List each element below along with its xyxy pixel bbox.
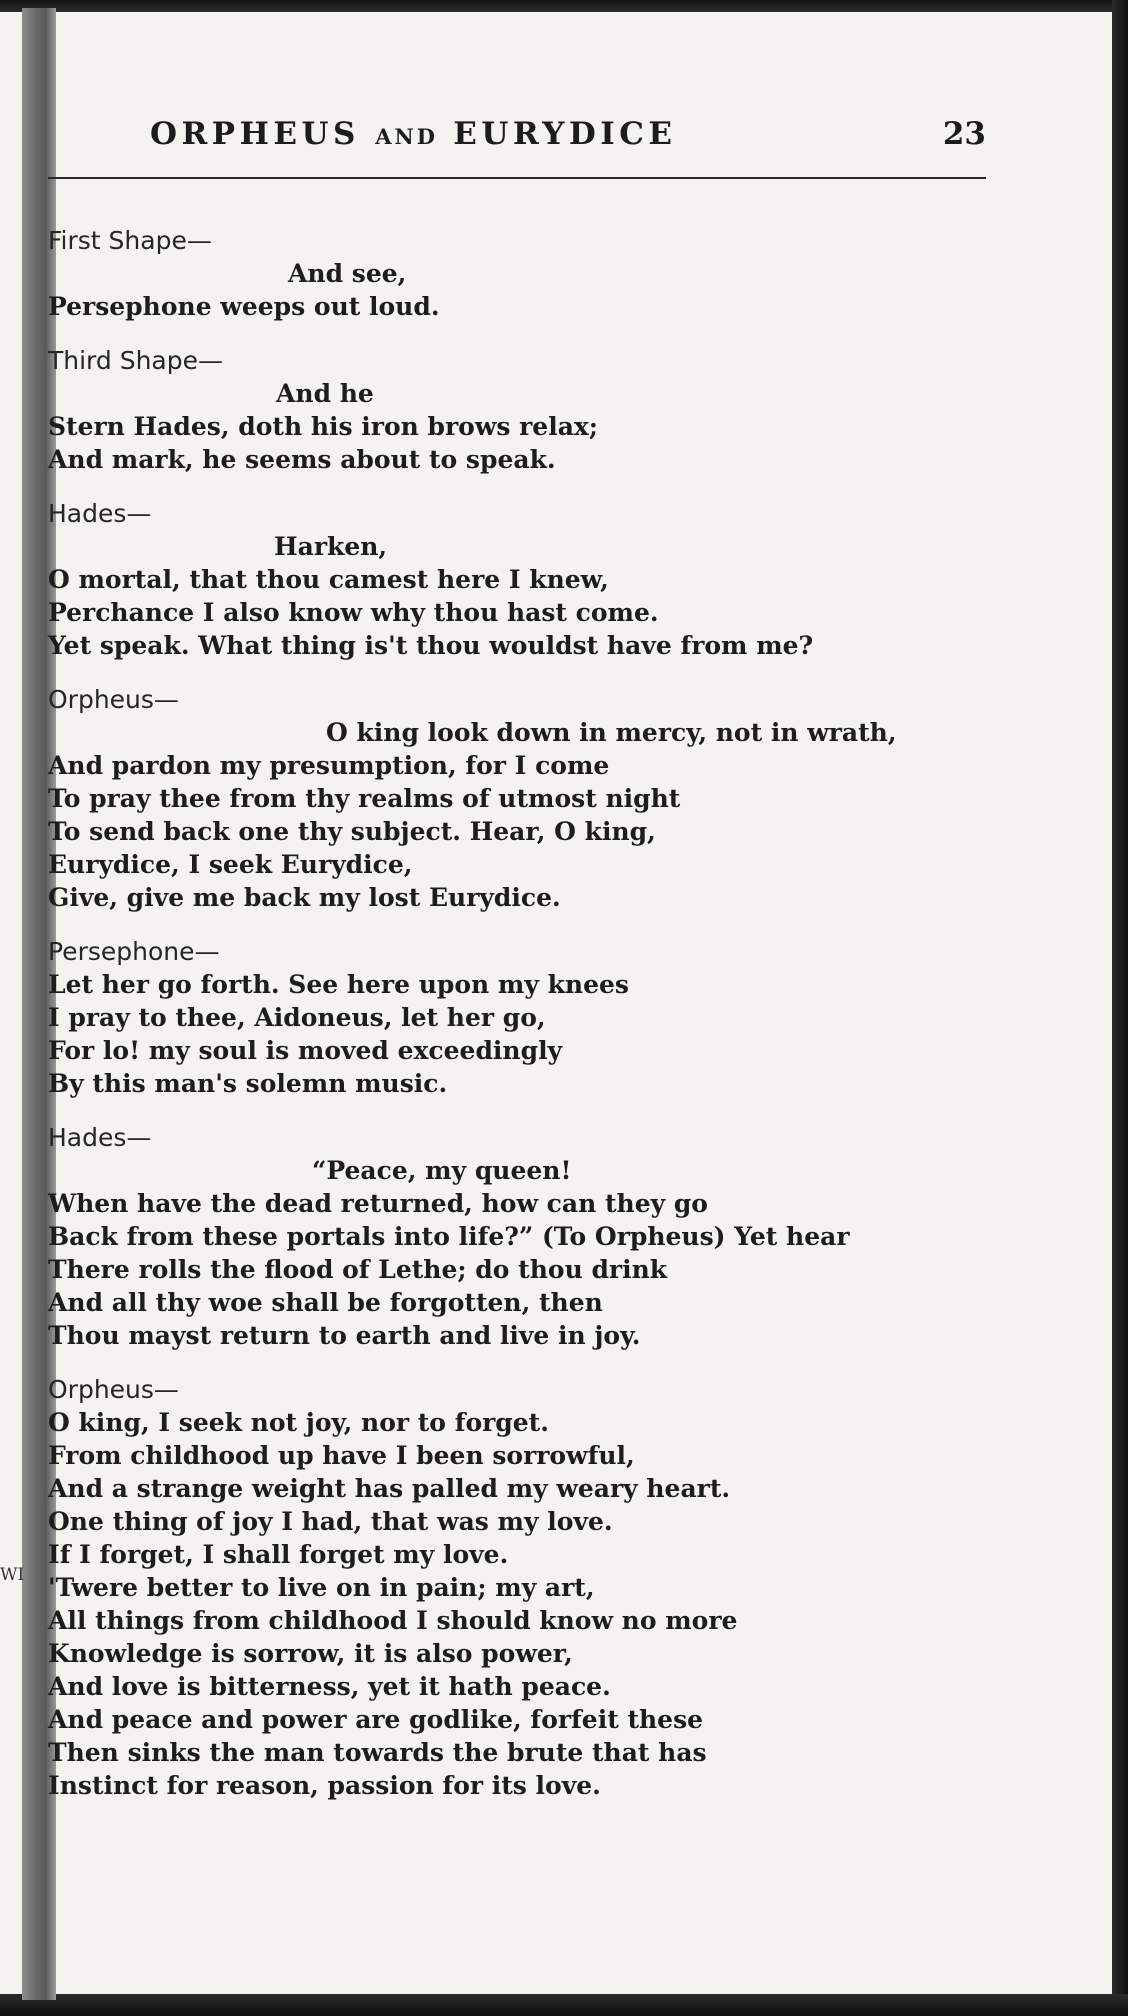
verse-line: Give, give me back my lost Eurydice.	[48, 883, 561, 912]
verse-line: Harken,	[274, 532, 388, 561]
verse-line: If I forget, I shall forget my love.	[48, 1540, 509, 1569]
speaker-label: Orpheus—	[48, 1375, 179, 1404]
verse-line: By this man's solemn music.	[48, 1069, 448, 1098]
verse-line: I pray to thee, Aidoneus, let her go,	[48, 1003, 546, 1032]
verse-line: All things from childhood I should know no more	[48, 1606, 738, 1635]
verse-text	[48, 224, 1008, 1823]
verse-line: And pardon my presumption, for I come	[48, 751, 610, 780]
dialogue-block	[48, 1373, 1008, 1802]
verse-line: To pray thee from thy realms of utmost night	[48, 784, 681, 813]
speaker-label: Third Shape—	[48, 346, 223, 375]
verse-line: And all thy woe shall be forgotten, then	[48, 1288, 603, 1317]
verse-line: Yet speak. What thing is't thou wouldst have from me?	[48, 631, 814, 660]
dialogue-block	[48, 344, 1008, 476]
page-number: 23	[942, 116, 986, 152]
verse-line: From childhood up have I been sorrowful,	[48, 1441, 635, 1470]
speaker-label: Orpheus—	[48, 685, 179, 714]
verse-line: To send back one thy subject. Hear, O king,	[48, 817, 656, 846]
dialogue-block	[48, 497, 1008, 662]
verse-line: “Peace, my queen!	[312, 1156, 572, 1185]
running-header	[150, 116, 990, 160]
dialogue-block	[48, 683, 1008, 914]
verse-line: And peace and power are godlike, forfeit these	[48, 1705, 704, 1734]
verse-line: Let her go forth. See here upon my knees	[48, 970, 629, 999]
title-word-eurydice: EURYDICE	[453, 116, 677, 152]
verse-line: One thing of joy I had, that was my love.	[48, 1507, 613, 1536]
verse-line: And a strange weight has palled my weary heart.	[48, 1474, 731, 1503]
verse-line: O king, I seek not joy, nor to forget.	[48, 1408, 549, 1437]
verse-line: There rolls the flood of Lethe; do thou drink	[48, 1255, 668, 1284]
page-right-edge	[1112, 0, 1128, 2016]
dialogue-block	[48, 1121, 1008, 1352]
verse-line: O king look down in mercy, not in wrath,	[326, 718, 897, 747]
verse-line: Then sinks the man towards the brute that has	[48, 1738, 707, 1767]
verse-line: Perchance I also know why thou hast come.	[48, 598, 659, 627]
title-word-and: AND	[375, 124, 438, 149]
verse-line: When have the dead returned, how can they go	[48, 1189, 708, 1218]
verse-line: And see,	[288, 259, 407, 288]
margin-fragment: WI	[0, 1565, 25, 1585]
title-word-orpheus: ORPHEUS	[150, 116, 360, 152]
verse-line: And love is bitterness, yet it hath peace.	[48, 1672, 611, 1701]
verse-line: Instinct for reason, passion for its love.	[48, 1771, 601, 1800]
page-bottom-edge	[0, 1994, 1128, 2016]
verse-line: For lo! my soul is moved exceedingly	[48, 1036, 563, 1065]
verse-line: O mortal, that thou camest here I knew,	[48, 565, 609, 594]
verse-line: Thou mayst return to earth and live in joy.	[48, 1321, 641, 1350]
speaker-label: First Shape—	[48, 226, 212, 255]
verse-line: 'Twere better to live on in pain; my art,	[48, 1573, 595, 1602]
dialogue-block	[48, 935, 1008, 1100]
speaker-label: Hades—	[48, 499, 152, 528]
speaker-label: Persephone—	[48, 937, 220, 966]
dialogue-block	[48, 224, 1008, 323]
header-rule	[48, 177, 986, 179]
verse-line: Stern Hades, doth his iron brows relax;	[48, 412, 599, 441]
speaker-label: Hades—	[48, 1123, 152, 1152]
verse-line: Back from these portals into life?” (To Orpheus) Yet hear	[48, 1222, 850, 1251]
verse-line: Eurydice, I seek Eurydice,	[48, 850, 413, 879]
page-top-edge	[0, 0, 1128, 12]
verse-line: And he	[276, 379, 374, 408]
running-title	[150, 116, 677, 152]
verse-line: Persephone weeps out loud.	[48, 292, 440, 321]
verse-line: Knowledge is sorrow, it is also power,	[48, 1639, 573, 1668]
verse-line: And mark, he seems about to speak.	[48, 445, 556, 474]
